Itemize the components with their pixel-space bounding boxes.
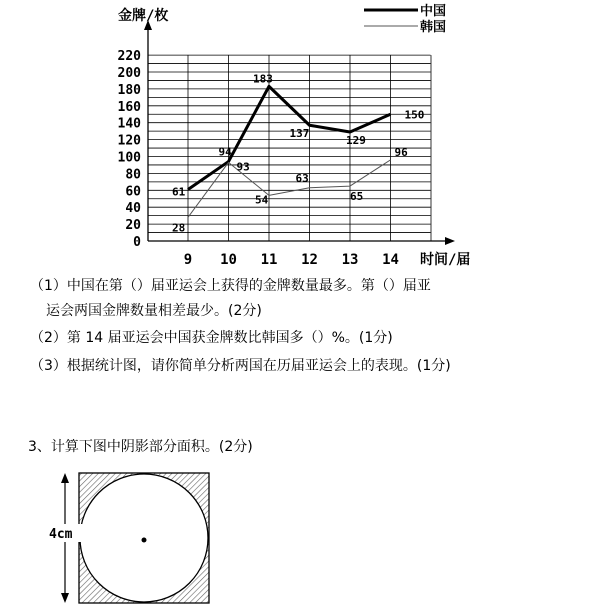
y-tick-label: 120 bbox=[117, 133, 141, 149]
q1-text-a: （1）中国在第（ bbox=[30, 278, 137, 294]
y-tick-label: 0 bbox=[133, 235, 141, 250]
x-axis-arrow bbox=[445, 237, 455, 245]
legend-label-korea: 韩国 bbox=[420, 20, 447, 35]
x-axis-label: 时间/届 bbox=[420, 252, 471, 268]
q2-text-a: （2）第 14 届亚运会中国获金牌数比韩国多（ bbox=[30, 330, 318, 346]
dimension-arrow-bottom bbox=[61, 593, 69, 603]
data-label-china: 61 bbox=[172, 185, 186, 199]
dimension-arrow-top bbox=[61, 473, 69, 483]
question-2 bbox=[30, 328, 393, 348]
y-tick-labels bbox=[118, 49, 142, 250]
data-labels bbox=[172, 72, 424, 234]
data-label-korea: 65 bbox=[350, 190, 364, 204]
data-label-korea: 63 bbox=[295, 171, 309, 185]
dimension-label: 4cm bbox=[49, 527, 73, 542]
legend bbox=[364, 3, 446, 35]
y-tick-label: 140 bbox=[117, 116, 141, 132]
data-label-korea: 54 bbox=[255, 193, 269, 207]
question-1-line-2 bbox=[46, 301, 262, 321]
data-label-china: 137 bbox=[289, 127, 310, 141]
data-label-china: 150 bbox=[404, 108, 425, 122]
x-tick-label: 11 bbox=[260, 252, 278, 268]
circle-center-dot bbox=[142, 538, 147, 543]
y-tick-label: 200 bbox=[117, 66, 141, 81]
y-tick-label: 60 bbox=[125, 184, 141, 200]
y-tick-label: 40 bbox=[125, 201, 141, 217]
data-label-korea: 93 bbox=[236, 160, 250, 174]
y-tick-label: 100 bbox=[117, 150, 141, 166]
x-tick-label: 14 bbox=[382, 252, 399, 268]
x-tick-label: 9 bbox=[183, 252, 193, 268]
q1-text-d: 运会两国金牌数量相差最少。(2分) bbox=[46, 303, 262, 319]
y-tick-label: 220 bbox=[117, 49, 141, 65]
data-label-korea: 96 bbox=[394, 145, 408, 159]
square-with-inscribed-circle bbox=[47, 473, 209, 603]
question-1-line-1 bbox=[30, 276, 431, 296]
q1-text-c: ）届亚 bbox=[388, 278, 431, 294]
x-tick-label: 13 bbox=[341, 252, 359, 268]
y-axis-label: 金牌/枚 bbox=[118, 8, 169, 24]
y-tick-label: 180 bbox=[117, 82, 141, 98]
y-tick-label: 160 bbox=[117, 99, 141, 115]
problem-3-title bbox=[28, 437, 253, 457]
data-label-china: 183 bbox=[253, 72, 273, 86]
legend-label-china: 中国 bbox=[420, 4, 447, 19]
q2-text-b: ）%。(1分) bbox=[317, 330, 393, 346]
problem-3-title-text: 3、计算下图中阴影部分面积。(2分) bbox=[28, 439, 253, 455]
x-tick-labels bbox=[184, 252, 399, 268]
data-label-korea: 28 bbox=[172, 221, 186, 235]
data-label-china: 129 bbox=[346, 133, 366, 147]
y-tick-label: 20 bbox=[125, 218, 141, 234]
x-tick-label: 12 bbox=[301, 252, 318, 268]
q3-text: （3）根据统计图，请你简单分析两国在历届亚运会上的表现。(1分) bbox=[30, 358, 451, 374]
chart-grid bbox=[148, 55, 431, 241]
question-3 bbox=[30, 356, 451, 376]
q1-text-b: ）届亚运会上获得的金牌数量最多。第（ bbox=[136, 278, 389, 294]
x-tick-label: 10 bbox=[220, 252, 237, 268]
y-tick-label: 80 bbox=[125, 167, 141, 183]
data-label-china: 94 bbox=[218, 145, 232, 159]
